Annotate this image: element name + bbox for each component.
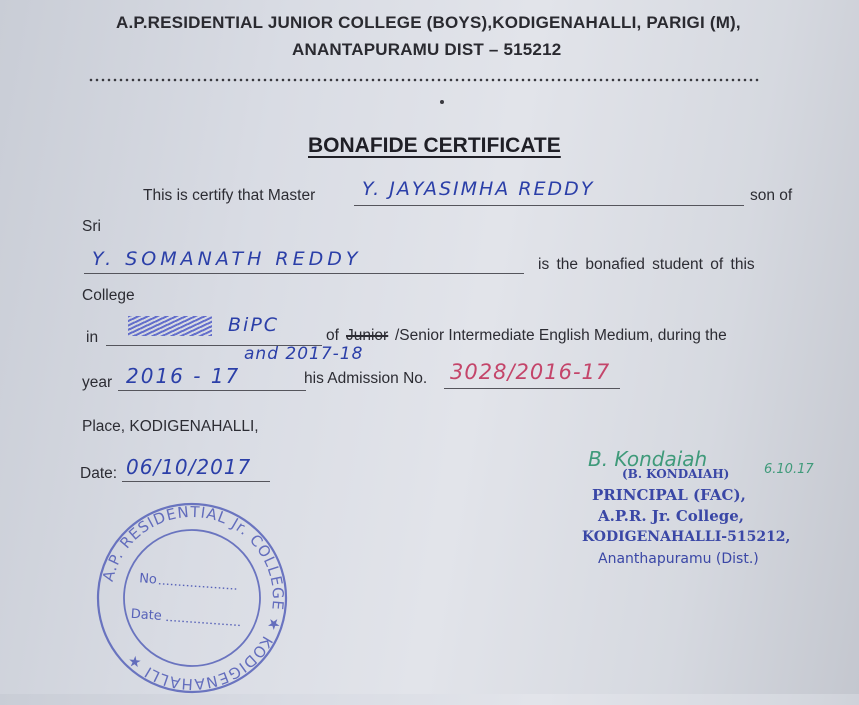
admission-no-handwritten: 3028/2016-17 bbox=[450, 360, 611, 384]
date-underline bbox=[122, 481, 270, 482]
principal-district: Ananthapuramu (Dist.) bbox=[598, 551, 759, 567]
principal-signature: B. Kondaiah bbox=[588, 447, 708, 471]
father-name-underline bbox=[84, 273, 524, 274]
year-underline bbox=[118, 390, 306, 391]
seal-no-label: No bbox=[138, 571, 158, 588]
group-handwritten: BiPC bbox=[228, 314, 280, 336]
in-label: in bbox=[86, 329, 99, 346]
college-label: College bbox=[82, 287, 135, 304]
seal-ring-text: A.P. RESIDENTIAL Jr. COLLEGE ★ KODIGENAHALLI ★ bbox=[98, 502, 288, 694]
student-name-underline bbox=[354, 205, 744, 206]
student-name-handwritten: Y. JAYASIMHA REDDY bbox=[362, 178, 595, 200]
certify-text: This is certify that Master bbox=[143, 187, 316, 204]
son-of-label: son of bbox=[750, 187, 793, 204]
principal-designation: PRINCIPAL (FAC), bbox=[592, 486, 746, 504]
junior-struck-text: Junior bbox=[346, 327, 389, 344]
college-seal-stamp bbox=[85, 491, 298, 704]
seal-date-label: Date bbox=[130, 606, 163, 624]
admission-no-label: his Admission No. bbox=[304, 370, 428, 387]
bonafide-text: is the bonafied student of this bbox=[538, 256, 755, 273]
of-label: of bbox=[326, 327, 339, 344]
year-label: year bbox=[82, 374, 113, 391]
college-name-line1: A.P.RESIDENTIAL JUNIOR COLLEGE (BOYS),KODIGENAHALLI, PARIGI (M), bbox=[116, 13, 741, 32]
date-label: Date: bbox=[80, 465, 118, 482]
center-dot bbox=[440, 100, 444, 104]
svg-text:A.P. RESIDENTIAL Jr. COLLEGE ★ bbox=[91, 497, 293, 700]
father-name-handwritten: Y. SOMANATH REDDY bbox=[92, 248, 362, 270]
principal-location: KODIGENAHALLI-515212, bbox=[582, 529, 791, 545]
college-name-line2: ANANTAPURAMU DIST – 515212 bbox=[292, 40, 562, 59]
date-handwritten: 06/10/2017 bbox=[126, 455, 252, 479]
place-text: Place, KODIGENAHALLI, bbox=[82, 418, 259, 435]
course-rest-text: /Senior Intermediate English Medium, during the bbox=[395, 327, 727, 344]
principal-college: A.P.R. Jr. College, bbox=[598, 507, 744, 525]
struck-out-group-scribble bbox=[128, 316, 212, 336]
header-dotted-divider bbox=[88, 78, 760, 82]
year-main-handwritten: 2016 - 17 bbox=[126, 364, 241, 388]
sri-label: Sri bbox=[82, 218, 101, 235]
year-added-handwritten: and 2017-18 bbox=[244, 344, 364, 364]
signature-date: 6.10.17 bbox=[764, 462, 814, 477]
certificate-title: BONAFIDE CERTIFICATE bbox=[308, 134, 561, 157]
admission-no-underline bbox=[444, 388, 620, 389]
principal-name-printed: (B. KONDAIAH) bbox=[622, 467, 730, 481]
